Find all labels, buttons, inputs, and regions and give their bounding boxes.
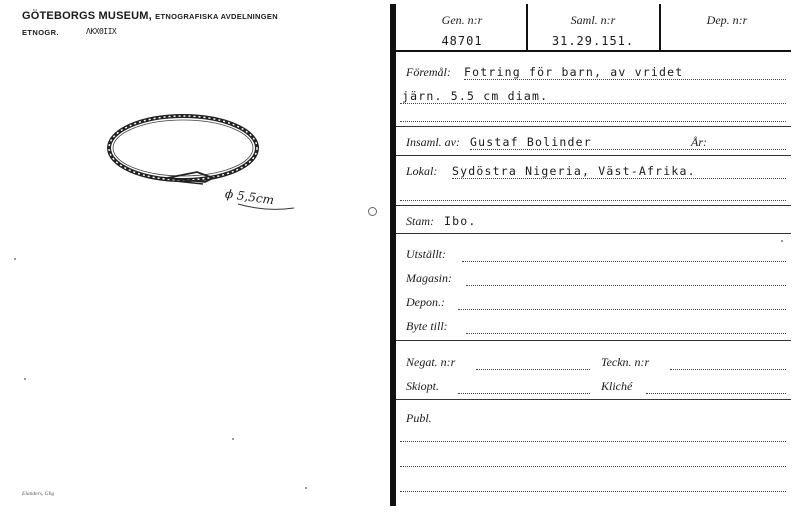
card-left-border — [390, 4, 396, 506]
dotted-line — [400, 491, 786, 492]
insaml-label: Insaml. av: — [406, 135, 460, 149]
printer-mark: Elanders, Gbg — [22, 491, 55, 497]
section-rule — [396, 205, 791, 206]
speck — [232, 438, 234, 440]
dotted-line — [400, 441, 786, 442]
utstallt-label: Utställt: — [406, 247, 447, 261]
dotted-line — [470, 149, 786, 150]
dotted-line — [458, 393, 590, 394]
negat-label: Negat. n:r — [406, 355, 456, 369]
dotted-line — [462, 261, 786, 262]
dotted-line — [670, 369, 786, 370]
kliche-label: Kliché — [601, 379, 633, 393]
dotted-line — [464, 79, 786, 80]
pencil-mark — [368, 207, 377, 216]
dotted-line — [458, 309, 786, 310]
diameter-note: ϕ 5,5cm — [224, 186, 275, 208]
foremal-line1: Fotring för barn, av vridet — [464, 65, 684, 79]
magasin-label: Magasin: — [406, 271, 452, 285]
stam-value: Ibo. — [444, 214, 477, 228]
section-rule — [396, 233, 791, 234]
etnogr-label: ETNOGR. — [22, 28, 59, 37]
byte-label: Byte till: — [406, 319, 448, 333]
museum-name: GÖTEBORGS MUSEUM, — [22, 10, 152, 22]
dotted-line — [400, 121, 786, 122]
anklet-drawing — [105, 108, 265, 190]
saml-value: 31.29.151. — [551, 34, 635, 48]
insaml-value: Gustaf Bolinder — [470, 135, 592, 149]
speck — [24, 378, 26, 380]
gen-value: 48701 — [441, 34, 483, 48]
header-bottom-rule — [396, 50, 791, 52]
saml-label: Saml. n:r — [570, 13, 616, 27]
stam-label: Stam: — [406, 214, 434, 228]
dotted-line — [646, 393, 786, 394]
diameter-underline — [236, 200, 296, 212]
dotted-line — [400, 466, 786, 467]
dotted-line — [466, 285, 786, 286]
foremal-label: Föremål: — [406, 65, 451, 79]
dotted-line — [400, 103, 786, 104]
teckn-label: Teckn. n:r — [601, 355, 650, 369]
gen-label: Gen. n:r — [441, 13, 483, 27]
museum-header — [22, 10, 278, 22]
department-name: ETNOGRAFISKA AVDELNINGEN — [155, 12, 278, 21]
ar-label: År: — [691, 135, 707, 149]
speck — [781, 240, 783, 242]
catalog-code: ΛΚΧΘΙΙΧ — [86, 27, 117, 36]
dep-label: Dep. n:r — [706, 13, 748, 27]
publ-label: Publ. — [406, 411, 432, 425]
skiopt-label: Skiopt. — [406, 379, 439, 393]
speck — [14, 258, 16, 260]
section-rule — [396, 399, 791, 400]
dotted-line — [466, 333, 786, 334]
section-rule — [396, 340, 791, 341]
section-rule — [396, 126, 791, 127]
section-rule — [396, 155, 791, 156]
dotted-line — [400, 200, 786, 201]
lokal-label: Lokal: — [406, 164, 438, 178]
lokal-value: Sydöstra Nigeria, Väst-Afrika. — [452, 164, 696, 178]
speck — [305, 487, 307, 489]
dotted-line — [452, 178, 786, 179]
depon-label: Depon.: — [406, 295, 445, 309]
dotted-line — [476, 369, 590, 370]
foremal-line2: järn. 5.5 cm diam. — [402, 89, 549, 103]
